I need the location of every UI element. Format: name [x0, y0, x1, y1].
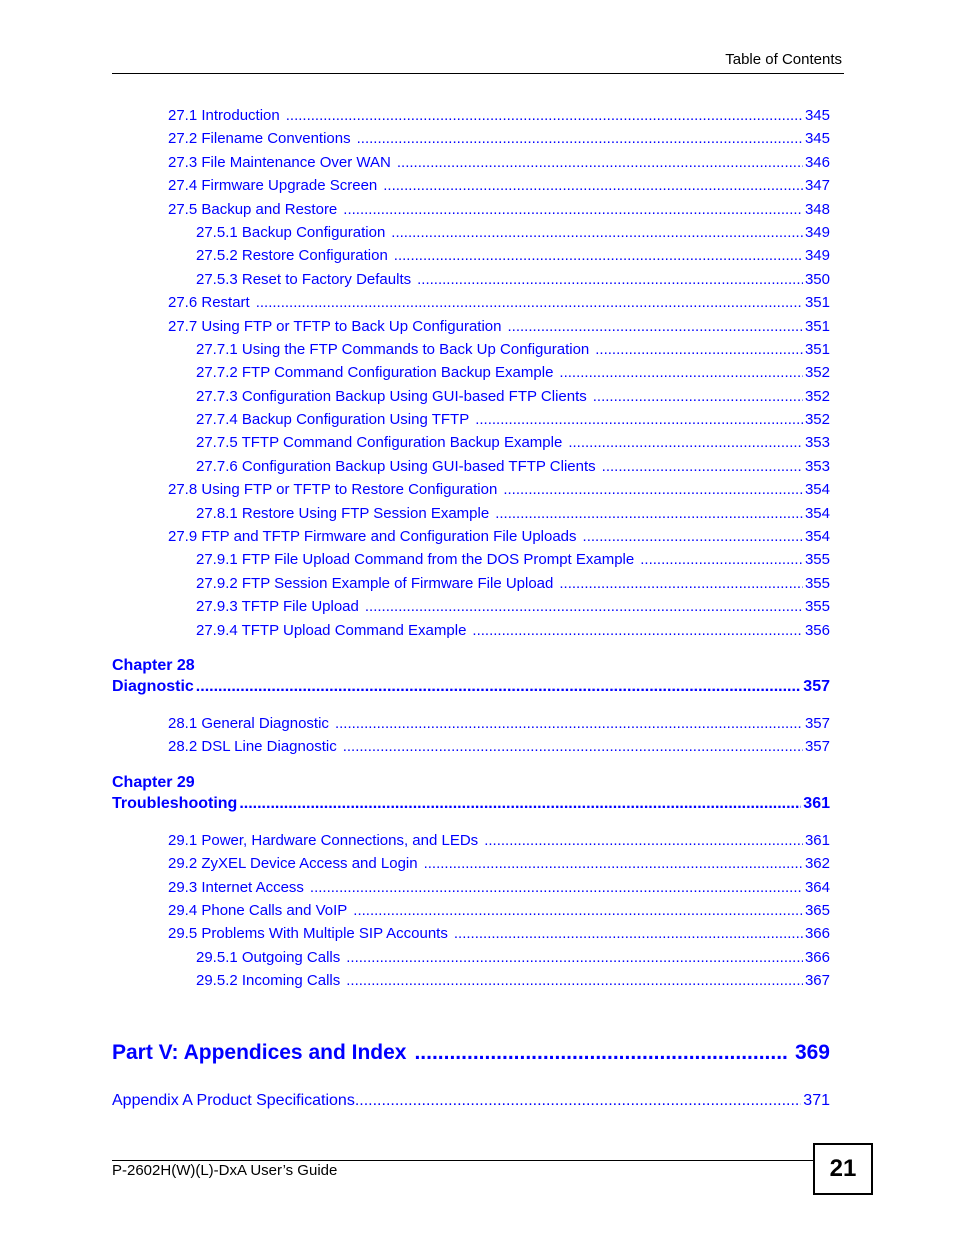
toc-entry-title: 29.5 Problems With Multiple SIP Accounts [168, 925, 448, 942]
toc-entry-27-5-1[interactable] [196, 224, 830, 244]
toc-entry-page: 364 [804, 879, 830, 896]
toc-entry-page: 366 [804, 925, 830, 942]
toc-entry-27-7-5[interactable] [196, 434, 830, 454]
toc-entry-27-8-1[interactable] [196, 505, 830, 525]
dot-leader [343, 738, 803, 755]
toc-entry-title: 27.7.5 TFTP Command Configuration Backup Example [196, 434, 563, 451]
dot-leader [310, 879, 803, 896]
toc-entry-27-9-4[interactable] [196, 622, 830, 642]
toc-entry-title: 27.9 FTP and TFTP Firmware and Configuration File Uploads [168, 528, 577, 545]
toc-entry-title: 27.5.3 Reset to Factory Defaults [196, 271, 412, 288]
toc-entry-page: 352 [804, 364, 830, 381]
toc-entry-title: 29.5.2 Incoming Calls [196, 972, 341, 989]
dot-leader [365, 598, 803, 615]
toc-entry-title: 27.7.1 Using the FTP Commands to Back Up Configuration [196, 341, 590, 358]
toc-entry-title: 29.3 Internet Access [168, 879, 304, 896]
toc-entry-title: 27.9.3 TFTP File Upload [196, 598, 359, 615]
toc-entry-page: 349 [804, 224, 830, 241]
toc-entry-27-7-4[interactable] [196, 411, 830, 431]
toc-entry-29-5[interactable] [168, 925, 830, 945]
toc-entry-page: 353 [804, 458, 830, 475]
toc-entry-page: 367 [804, 972, 830, 989]
running-header: Table of Contents [725, 51, 842, 68]
dot-leader [346, 949, 803, 966]
chapter-28-label: Chapter 28 [112, 657, 195, 674]
toc-entry-page: 354 [804, 505, 830, 522]
dot-leader [394, 247, 803, 264]
chapter-page: 361 [803, 795, 830, 812]
toc-entry-page: 361 [804, 832, 830, 849]
dot-leader [472, 622, 803, 639]
chapter-title: Troubleshooting [112, 795, 238, 812]
page-number-box [813, 1143, 873, 1195]
dot-leader [391, 224, 803, 241]
toc-entry-27-5[interactable] [168, 201, 830, 221]
footer-rule [112, 1160, 814, 1161]
dot-leader [286, 107, 803, 124]
toc-entry-title: 27.7.3 Configuration Backup Using GUI-based FTP Clients [196, 388, 587, 405]
dot-leader [196, 678, 802, 696]
dot-leader [397, 154, 803, 171]
dot-leader [239, 795, 801, 813]
toc-entry-page: 346 [804, 154, 830, 171]
toc-entry-page: 366 [804, 949, 830, 966]
toc-entry-title: 27.5 Backup and Restore [168, 201, 338, 218]
toc-entry-27-7-3[interactable] [196, 388, 830, 408]
toc-entry-29-4[interactable] [168, 902, 830, 922]
dot-leader [475, 411, 803, 428]
toc-entry-title: 29.2 ZyXEL Device Access and Login [168, 855, 418, 872]
dot-leader [383, 177, 803, 194]
toc-entry-29-5-1[interactable] [196, 949, 830, 969]
toc-entry-27-7[interactable] [168, 318, 830, 338]
toc-entry-27-1[interactable] [168, 107, 830, 127]
toc-part-5[interactable] [112, 1041, 830, 1069]
header-rule [112, 73, 844, 74]
toc-entry-title: 27.5.1 Backup Configuration [196, 224, 386, 241]
toc-entry-27-7-6[interactable] [196, 458, 830, 478]
dot-leader [559, 575, 803, 592]
toc-entry-27-5-3[interactable] [196, 271, 830, 291]
toc-entry-29-5-2[interactable] [196, 972, 830, 992]
dot-leader [595, 341, 803, 358]
toc-entry-title: 27.9.2 FTP Session Example of Firmware File Upload [196, 575, 554, 592]
dot-leader [508, 318, 803, 335]
toc-entry-title: 27.7.4 Backup Configuration Using TFTP [196, 411, 470, 428]
toc-entry-27-9-3[interactable] [196, 598, 830, 618]
dot-leader [355, 1092, 801, 1110]
toc-entry-27-7-1[interactable] [196, 341, 830, 361]
toc-entry-page: 349 [804, 247, 830, 264]
dot-leader [568, 434, 803, 451]
toc-entry-27-7-2[interactable] [196, 364, 830, 384]
toc-entry-page: 352 [804, 388, 830, 405]
toc-entry-title: 27.7 Using FTP or TFTP to Back Up Configuration [168, 318, 502, 335]
dot-leader [417, 271, 803, 288]
toc-entry-27-3[interactable] [168, 154, 830, 174]
toc-entry-29-3[interactable] [168, 879, 830, 899]
toc-entry-title: 27.4 Firmware Upgrade Screen [168, 177, 378, 194]
page-number: 21 [829, 1155, 857, 1182]
chapter-title: Diagnostic [112, 678, 194, 695]
toc-entry-28-2[interactable] [168, 738, 830, 758]
part-title: Part V: Appendices and Index [112, 1041, 407, 1064]
toc-entry-27-5-2[interactable] [196, 247, 830, 267]
toc-entry-page: 355 [804, 551, 830, 568]
toc-entry-page: 365 [804, 902, 830, 919]
dot-leader [343, 201, 803, 218]
toc-entry-title: 27.5.2 Restore Configuration [196, 247, 388, 264]
appendix-page: 371 [803, 1092, 830, 1109]
toc-entry-27-9-1[interactable] [196, 551, 830, 571]
dot-leader [424, 855, 803, 872]
toc-entry-page: 352 [804, 411, 830, 428]
toc-entry-page: 356 [804, 622, 830, 639]
dot-leader [495, 505, 803, 522]
dot-leader [454, 925, 803, 942]
dot-leader [353, 902, 803, 919]
dot-leader [583, 528, 803, 545]
toc-entry-title: 29.5.1 Outgoing Calls [196, 949, 341, 966]
guide-title: P-2602H(W)(L)-DxA User’s Guide [112, 1162, 338, 1179]
toc-entry-27-8[interactable] [168, 481, 830, 501]
toc-entry-29-1[interactable] [168, 832, 830, 852]
toc-entry-27-4[interactable] [168, 177, 830, 197]
appendix-title: Appendix A Product Specifications [112, 1092, 355, 1109]
dot-leader [357, 130, 803, 147]
toc-entry-title: 27.8.1 Restore Using FTP Session Example [196, 505, 490, 522]
toc-entry-title: 28.2 DSL Line Diagnostic [168, 738, 337, 755]
dot-leader [484, 832, 803, 849]
toc-entry-27-9[interactable] [168, 528, 830, 548]
toc-entry-page: 348 [804, 201, 830, 218]
dot-leader [503, 481, 803, 498]
toc-entry-page: 362 [804, 855, 830, 872]
toc-entry-page: 357 [804, 715, 830, 732]
toc-entry-page: 355 [804, 598, 830, 615]
dot-leader [414, 1041, 786, 1065]
toc-entry-page: 351 [804, 294, 830, 311]
chapter-29-label: Chapter 29 [112, 774, 195, 791]
toc-entry-28-1[interactable] [168, 715, 830, 735]
dot-leader [593, 388, 803, 405]
toc-entry-title: 29.1 Power, Hardware Connections, and LEDs [168, 832, 479, 849]
toc-entry-title: 27.9.4 TFTP Upload Command Example [196, 622, 467, 639]
toc-entry-title: 27.8 Using FTP or TFTP to Restore Configuration [168, 481, 498, 498]
toc-chapter-29[interactable] [112, 795, 830, 817]
toc-entry-title: 27.3 File Maintenance Over WAN [168, 154, 391, 171]
dot-leader [346, 972, 803, 989]
toc-entry-29-2[interactable] [168, 855, 830, 875]
toc-entry-page: 345 [804, 107, 830, 124]
toc-entry-27-6[interactable] [168, 294, 830, 314]
toc-entry-page: 354 [804, 481, 830, 498]
toc-entry-page: 357 [804, 738, 830, 755]
chapter-page: 357 [803, 678, 830, 695]
toc-entry-27-2[interactable] [168, 130, 830, 150]
toc-entry-title: 29.4 Phone Calls and VoIP [168, 902, 348, 919]
toc-entry-page: 354 [804, 528, 830, 545]
toc-entry-page: 353 [804, 434, 830, 451]
dot-leader [602, 458, 803, 475]
toc-entry-page: 355 [804, 575, 830, 592]
toc-entry-page: 347 [804, 177, 830, 194]
toc-entry-title: 27.6 Restart [168, 294, 250, 311]
dot-leader [256, 294, 803, 311]
toc-entry-title: 28.1 General Diagnostic [168, 715, 329, 732]
dot-leader [559, 364, 803, 381]
toc-entry-title: 27.1 Introduction [168, 107, 280, 124]
part-page: 369 [794, 1041, 830, 1064]
toc-chapter-28[interactable] [112, 678, 830, 700]
toc-entry-title: 27.2 Filename Conventions [168, 130, 351, 147]
dot-leader [335, 715, 803, 732]
toc-entry-title: 27.7.2 FTP Command Configuration Backup Example [196, 364, 554, 381]
toc-entry-page: 351 [804, 318, 830, 335]
toc-entry-27-9-2[interactable] [196, 575, 830, 595]
toc-entry-title: 27.7.6 Configuration Backup Using GUI-based TFTP Clients [196, 458, 596, 475]
toc-entry-page: 350 [804, 271, 830, 288]
toc-entry-page: 345 [804, 130, 830, 147]
dot-leader [640, 551, 803, 568]
toc-entry-page: 351 [804, 341, 830, 358]
toc-entry-title: 27.9.1 FTP File Upload Command from the DOS Prompt Example [196, 551, 635, 568]
toc-appendix-a[interactable] [112, 1092, 830, 1114]
